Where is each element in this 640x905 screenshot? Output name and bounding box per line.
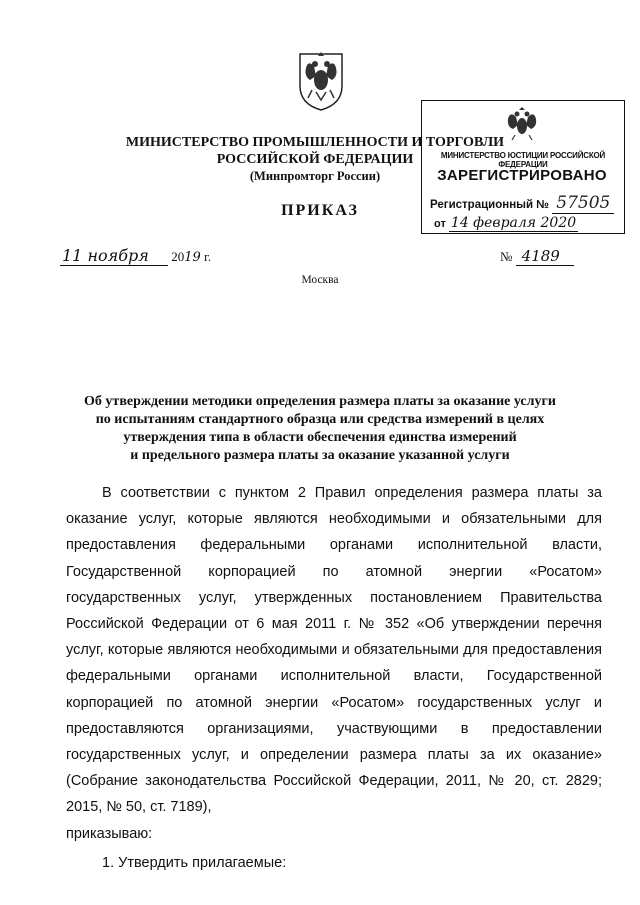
document-heading <box>60 393 580 465</box>
ministry-name-line2: РОССИЙСКОЙ ФЕДЕРАЦИИ <box>216 152 414 167</box>
order-year-prefix: 20 <box>171 249 185 264</box>
order-date-handwritten: 11 ноября <box>60 246 168 266</box>
order-city: Москва <box>301 274 339 286</box>
order-year-suffix: г. <box>204 249 212 264</box>
stamp-reg-label: Регистрационный № <box>430 199 550 211</box>
stamp-emblem-icon <box>500 107 544 141</box>
body-paragraph-1: В соответствии с пунктом 2 Правил определения размера платы за оказание услуг, которые являются необходимыми и обязательными для предоставления федеральными органами исполнительной власти, Государственной корпорацией по атомной энергии «Росатом» государственных услуг, утвержденных постановлением Правительства Российской Федерации от 6 мая 2011 г. № 352 «Об утверждении перечня услуг, которые являются необходимыми и обязательными для предоставления федеральными органами исполнительной власти, Государственной корпорацией по атомной энергии «Росатом» государственных услуг и предоставляются организациями, участвующими в предоставлении государственных услуг, и определении размера платы за их оказание» (Собрание законодательства Российской Федерации, 2011, № 20, ст. 2829; 2015, № 50, ст. 7189), <box>66 485 602 816</box>
order-item-1: 1. Утвердить прилагаемые: <box>102 854 287 871</box>
ministry-short-name: (Минпромторг России) <box>249 169 381 183</box>
order-number-label: № <box>500 249 513 264</box>
stamp-date-line <box>434 215 578 231</box>
heading-line-4: и предельного размера платы за оказание указанной услуги <box>130 448 510 463</box>
heading-line-3: утверждения типа в области обеспечения единства измерений <box>123 430 517 445</box>
stamp-date-label: от <box>434 218 446 230</box>
order-year-handwritten: 19 <box>184 250 201 265</box>
document-body <box>66 480 602 876</box>
order-number-handwritten: 4189 <box>516 247 574 266</box>
stamp-title: ЗАРЕГИСТРИРОВАНО <box>437 167 607 184</box>
heading-line-2: по испытаниям стандартного образца или средства измерений в целях <box>95 412 545 427</box>
ministry-name-line1: МИНИСТЕРСТВО ПРОМЫШЛЕННОСТИ И ТОРГОВЛИ <box>125 135 505 150</box>
order-date <box>60 246 211 266</box>
heading-line-1: Об утверждении методики определения размера платы за оказание услуги <box>84 394 556 409</box>
stamp-ministry-name: МИНИСТЕРСТВО ЮСТИЦИИ РОССИЙСКОЙ ФЕДЕРАЦИИ <box>440 151 606 169</box>
stamp-date-value: 14 февраля 2020 <box>450 215 577 231</box>
order-title: ПРИКАЗ <box>281 202 359 219</box>
stamp-registration-line <box>430 193 614 213</box>
state-emblem-icon <box>286 46 356 112</box>
registration-stamp <box>421 100 625 234</box>
order-number <box>500 247 574 265</box>
stamp-reg-number: 57505 <box>552 193 614 214</box>
order-word: приказываю: <box>66 825 153 842</box>
